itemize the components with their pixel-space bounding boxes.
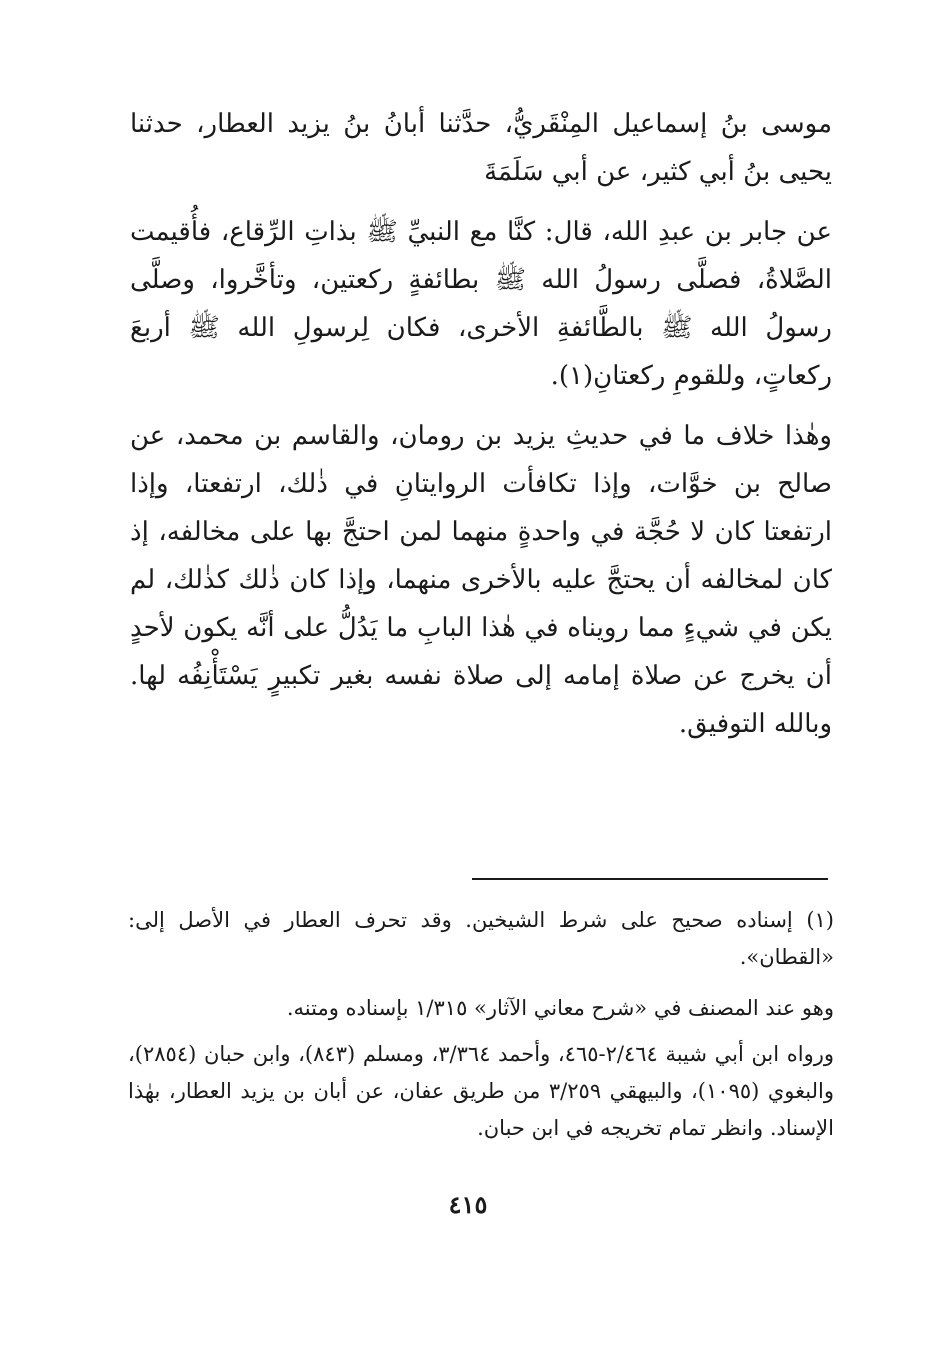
footnote-1-source: وهو عند المصنف في «شرح معاني الآثار» ١/٣١٥ بإسناده ومتنه. [286, 996, 834, 1020]
paragraph-commentary: وهٰذا خلاف ما في حديثِ يزيد بن رومان، والقاسم بن محمد، عن صالح بن خوَّات، وإذا تكافأت الروايتانِ في ذٰلك، ارتفعتا، وإذا ارتفعتا كان لا حُجَّة في واحدةٍ منهما لمن احتجَّ بها على مخالفه، إذ كان لمخالفه أن يحتجَّ عليه بالأخرى منهما، وإذا كان ذٰلك كذٰلك، لم يكن في شيءٍ مما رويناه في هٰذا البابِ ما يَدُلُّ على أنَّه يكون لأحدٍ أن يخرج عن صلاة إمامه إلى صلاة نفسه بغير تكبيرٍ يَسْتَأْنِفُه لها. وبالله التوفيق. [130, 421, 832, 739]
paragraph-isnad: موسى بنُ إسماعيل المِنْقَريُّ، حدَّثنا أبانُ بنُ يزيد العطار، حدثنا يحيى بنُ أبي كثير، عن أبي سَلَمَةَ [130, 109, 832, 187]
footnote-separator [472, 878, 828, 880]
paragraph-hadith: عن جابر بن عبدِ الله، قال: كنَّا مع النبيِّ ﷺ بذاتِ الرِّقاع، فأُقيمت الصَّلاةُ، فصلَّى رسولُ الله ﷺ بطائفةٍ ركعتين، وتأخَّروا، وصلَّى رسولُ الله ﷺ بالطَّائفةِ الأخرى، فكان لِرسولِ الله ﷺ أربعَ ركعاتٍ، وللقومِ ركعتانِ(١). [130, 217, 832, 391]
footnote-1-takhrij: ورواه ابن أبي شيبة ٢/٤٦٤-٤٦٥، وأحمد ٣/٣٦٤، ومسلم (٨٤٣)، وابن حبان (٢٨٥٤)، والبغوي (١٠٩٥)، والبيهقي ٣/٢٥٩ من طريق عفان، عن أبان بن يزيد العطار، بهٰذا الإسناد. وانظر تمام تخريجه في ابن حبان. [128, 1042, 835, 1140]
footnote-1: (١) إسناده صحيح على شرط الشيخين. وقد تحرف العطار في الأصل إلى: «القطان». [128, 908, 834, 969]
page-number: ٤١٥ [448, 1190, 488, 1219]
